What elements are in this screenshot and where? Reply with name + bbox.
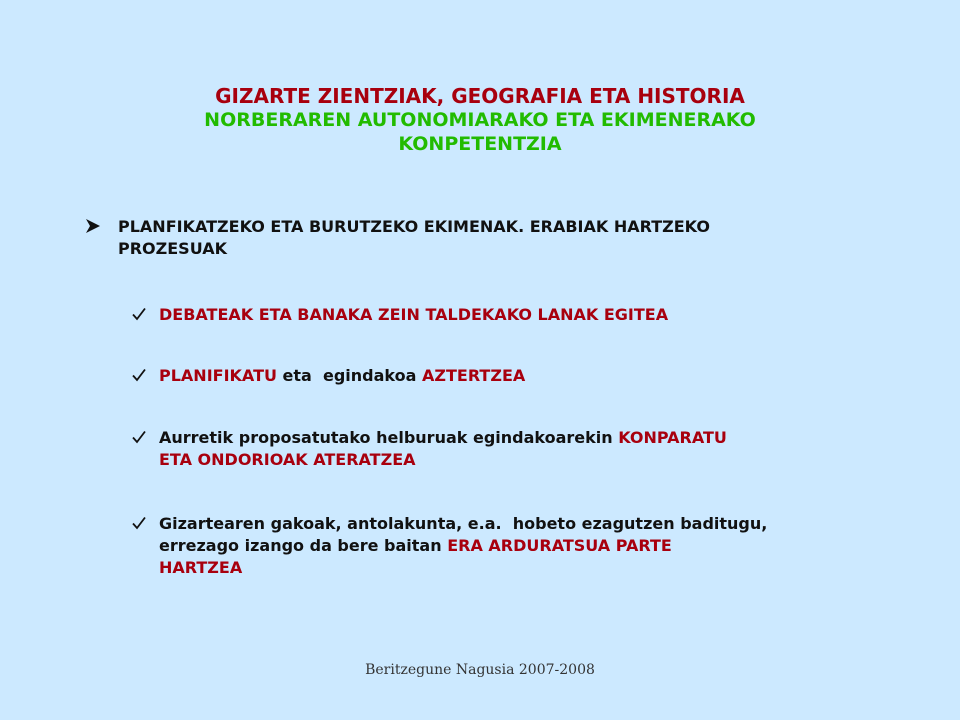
item-2-red-1: PLANIFIKATU (159, 366, 277, 385)
item-2-red-2: AZTERTZEA (422, 366, 526, 385)
item-3-red-2: ETA ONDORIOAK ATERATZEA (159, 450, 416, 469)
item-2-text: eta egindakoa (276, 366, 422, 385)
main-bullet-line-1: PLANFIKATZEKO ETA BURUTZEKO EKIMENAK. ERABIAK HARTZEKO (118, 217, 710, 236)
item-4-text-1: Gizartearen gakoak, antolakunta, e.a. hobeto ezagutzen baditugu, (159, 514, 768, 533)
title-line-3: KONPETENTZIA (398, 133, 562, 155)
checkmark-icon (132, 368, 146, 382)
main-bullet-line-2: PROZESUAK (118, 239, 227, 258)
item-3-red-1: KONPARATU (618, 428, 727, 447)
checkmark-icon (132, 430, 146, 444)
main-bullet-text (118, 216, 848, 260)
title-line-2: NORBERAREN AUTONOMIARAKO ETA EKIMENERAKO (204, 109, 756, 131)
item-1-text: DEBATEAK ETA BANAKA ZEIN TALDEKAKO LANAK EGITEA (159, 305, 669, 324)
checkmark-icon (132, 307, 146, 321)
arrow-bullet-icon (84, 217, 102, 235)
slide-title (120, 84, 840, 156)
item-4-text-2: errezago izango da bere baitan (159, 536, 448, 555)
item-3-text: Aurretik proposatutako helburuak egindakoarekin (159, 428, 619, 447)
slide-footer: Beritzegune Nagusia 2007-2008 (365, 662, 595, 678)
title-line-1: GIZARTE ZIENTZIAK, GEOGRAFIA ETA HISTORIA (215, 84, 745, 108)
item-4-red-1: ERA ARDURATSUA PARTE (447, 536, 672, 555)
checkmark-icon (132, 516, 146, 530)
item-4-red-2: HARTZEA (159, 558, 243, 577)
